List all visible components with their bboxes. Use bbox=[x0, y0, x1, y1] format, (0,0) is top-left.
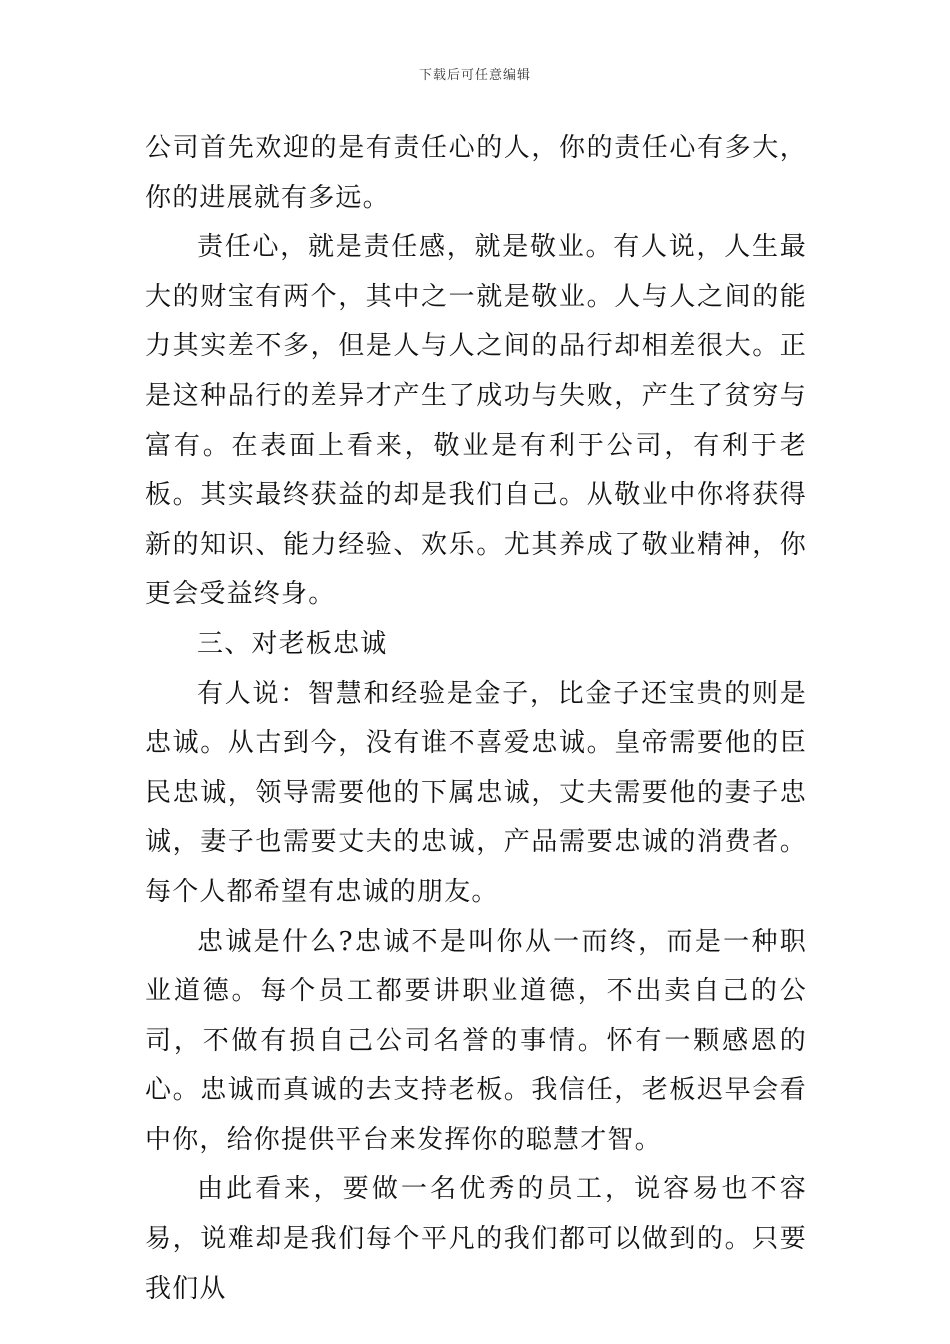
paragraph-3: 有人说：智慧和经验是金子，比金子还宝贵的则是忠诚。从古到今，没有谁不喜爱忠诚。皇帝需要他的臣民忠诚，领导需要他的下属忠诚，丈夫需要他的妻子忠诚，妻子也需要丈夫的忠诚，产品需要忠诚的消费者。每个人都希望有忠诚的朋友。 bbox=[145, 678, 807, 907]
page-header: 下载后可任意编辑 bbox=[418, 68, 531, 83]
section-heading: 三、对老板忠诚 bbox=[197, 628, 388, 659]
paragraph-1: 公司首先欢迎的是有责任心的人，你的责任心有多大，你的进展就有多远。 bbox=[145, 133, 807, 213]
paragraph-2: 责任心，就是责任感，就是敬业。有人说，人生最大的财宝有两个，其中之一就是敬业。人与人之间的能力其实差不多，但是人与人之间的品行却相差很大。正是这种品行的差异才产生了成功与失败，产生了贫穷与富有。在表面上看来，敬业是有利于公司，有利于老板。其实最终获益的却是我们自己。从敬业中你将获得新的知识、能力经验、欢乐。尤其养成了敬业精神，你更会受益终身。 bbox=[145, 232, 807, 610]
paragraph-5: 由此看来，要做一名优秀的员工，说容易也不容易，说难却是我们每个平凡的我们都可以做到的。只要我们从 bbox=[145, 1174, 807, 1304]
document-body bbox=[145, 124, 807, 1314]
paragraph-4: 忠诚是什么?忠诚不是叫你从一而终，而是一种职业道德。每个员工都要讲职业道德，不出卖自己的公司，不做有损自己公司名誉的事情。怀有一颗感恩的心。忠诚而真诚的去支持老板。我信任，老板迟早会看中你，给你提供平台来发挥你的聪慧才智。 bbox=[145, 926, 807, 1155]
